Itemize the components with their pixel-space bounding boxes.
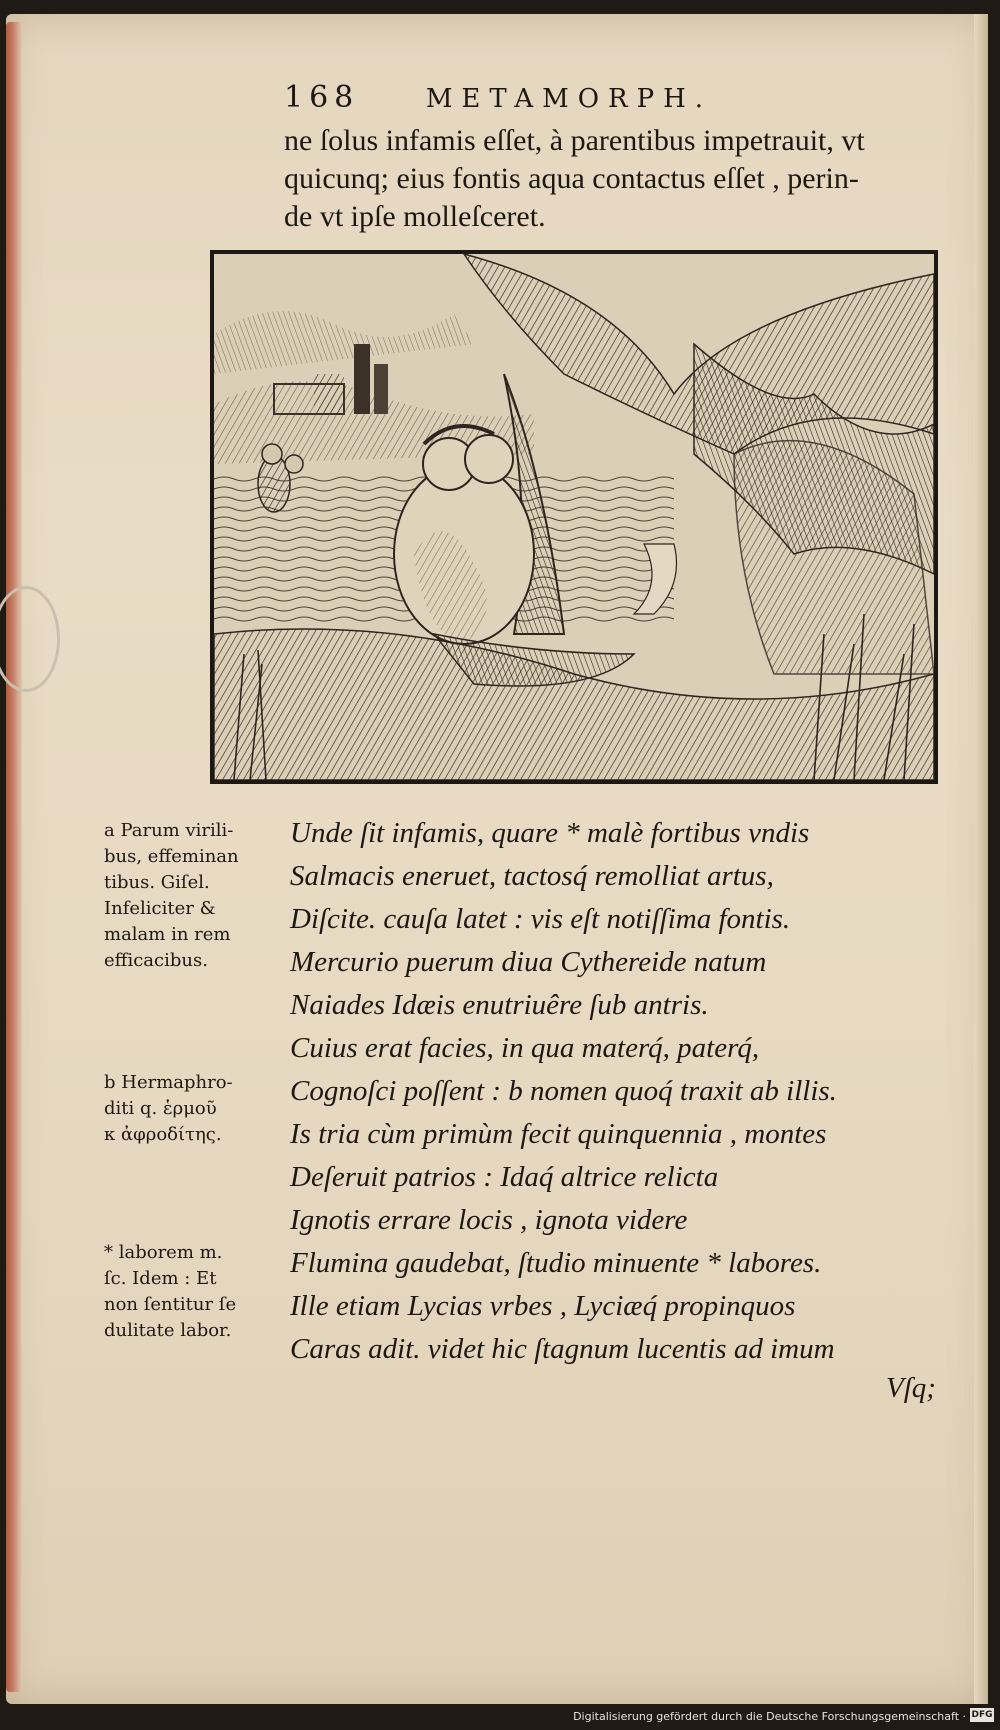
- margin-note-line: malam in rem: [104, 924, 231, 945]
- margin-note-c: [104, 1240, 280, 1344]
- margin-note-a: [104, 818, 280, 974]
- page-edge-left: [6, 22, 22, 1692]
- verse-line: Diſcite. cauſa latet : vis eſt notiſſima fontis.: [290, 903, 791, 935]
- lead-line: quicunq; eius fontis aqua contactus eſſet , perin-: [284, 162, 859, 195]
- verse-line: Deſeruit patrios : Idaq́ altrice relicta: [290, 1161, 719, 1193]
- verse-line: Unde ſit infamis, quare * malè fortibus vndis: [290, 817, 810, 849]
- margin-note-line: bus, effeminan: [104, 846, 239, 867]
- catchword: Vſq;: [886, 1372, 936, 1404]
- margin-note-line: a Parum virili-: [104, 820, 234, 841]
- verse-line: Naiades Idæis enutriuêre ſub antris.: [290, 989, 709, 1021]
- margin-note-line: tibus. Giſel.: [104, 872, 210, 893]
- verse-line: Salmacis eneruet, tactosq́ remolliat artus,: [290, 860, 774, 892]
- dfg-logo-icon: DFG: [971, 1710, 993, 1720]
- verse-line: Ignotis errare locis , ignota videre: [290, 1204, 688, 1236]
- woodcut-drawing: [214, 254, 934, 780]
- running-title: METAMORPH.: [425, 84, 713, 114]
- digitization-credit: Digitalisierung gefördert durch die Deutsche Forschungsgemeinschaft ·: [573, 1710, 966, 1723]
- lead-line: ne ſolus infamis eſſet, à parentibus impetrauit, vt: [284, 124, 865, 157]
- margin-note-b: [104, 1070, 280, 1148]
- verse-line: Ille etiam Lycias vrbes , Lyciæq́ propinquos: [290, 1290, 796, 1322]
- margin-note-line: efficacibus.: [104, 950, 208, 971]
- margin-note-line: * laborem m.: [104, 1242, 223, 1263]
- lead-line: de vt ipſe molleſceret.: [284, 200, 546, 233]
- page-header: [284, 80, 712, 115]
- tower: [354, 344, 370, 414]
- margin-note-line: non ſentitur ſe: [104, 1294, 237, 1315]
- margin-note-line: κ ἀφροδίτης.: [104, 1124, 222, 1145]
- margin-note-line: b Hermaphro-: [104, 1072, 233, 1093]
- margin-note-line: dulitate labor.: [104, 1320, 232, 1341]
- verse-line: Cuius erat facies, in qua materq́, paterq́,: [290, 1032, 760, 1064]
- margin-note-line: ſc. Idem : Et: [104, 1268, 217, 1289]
- verse-line: Is tria cùm primùm fecit quinquennia , montes: [290, 1118, 827, 1150]
- verse-line: Cognoſci poſſent : b nomen quoq́ traxit ab illis.: [290, 1075, 837, 1107]
- book-clasp-icon: [0, 586, 60, 692]
- verse-line: Flumina gaudebat, ſtudio minuente * labores.: [290, 1247, 822, 1279]
- lead-paragraph: [284, 122, 944, 236]
- page-number: 168: [284, 80, 360, 115]
- verse-block: [290, 812, 950, 1371]
- verse-line: Mercurio puerum diua Cythereide natum: [290, 946, 767, 978]
- margin-note-line: diti q. ἑρμοῦ: [104, 1098, 217, 1119]
- woodcut-illustration-icon: [210, 250, 938, 784]
- margin-note-line: Infeliciter &: [104, 898, 216, 919]
- page-edge-right: [974, 14, 988, 1704]
- verse-line: Caras adit. videt hic ſtagnum lucentis ad imum: [290, 1333, 835, 1365]
